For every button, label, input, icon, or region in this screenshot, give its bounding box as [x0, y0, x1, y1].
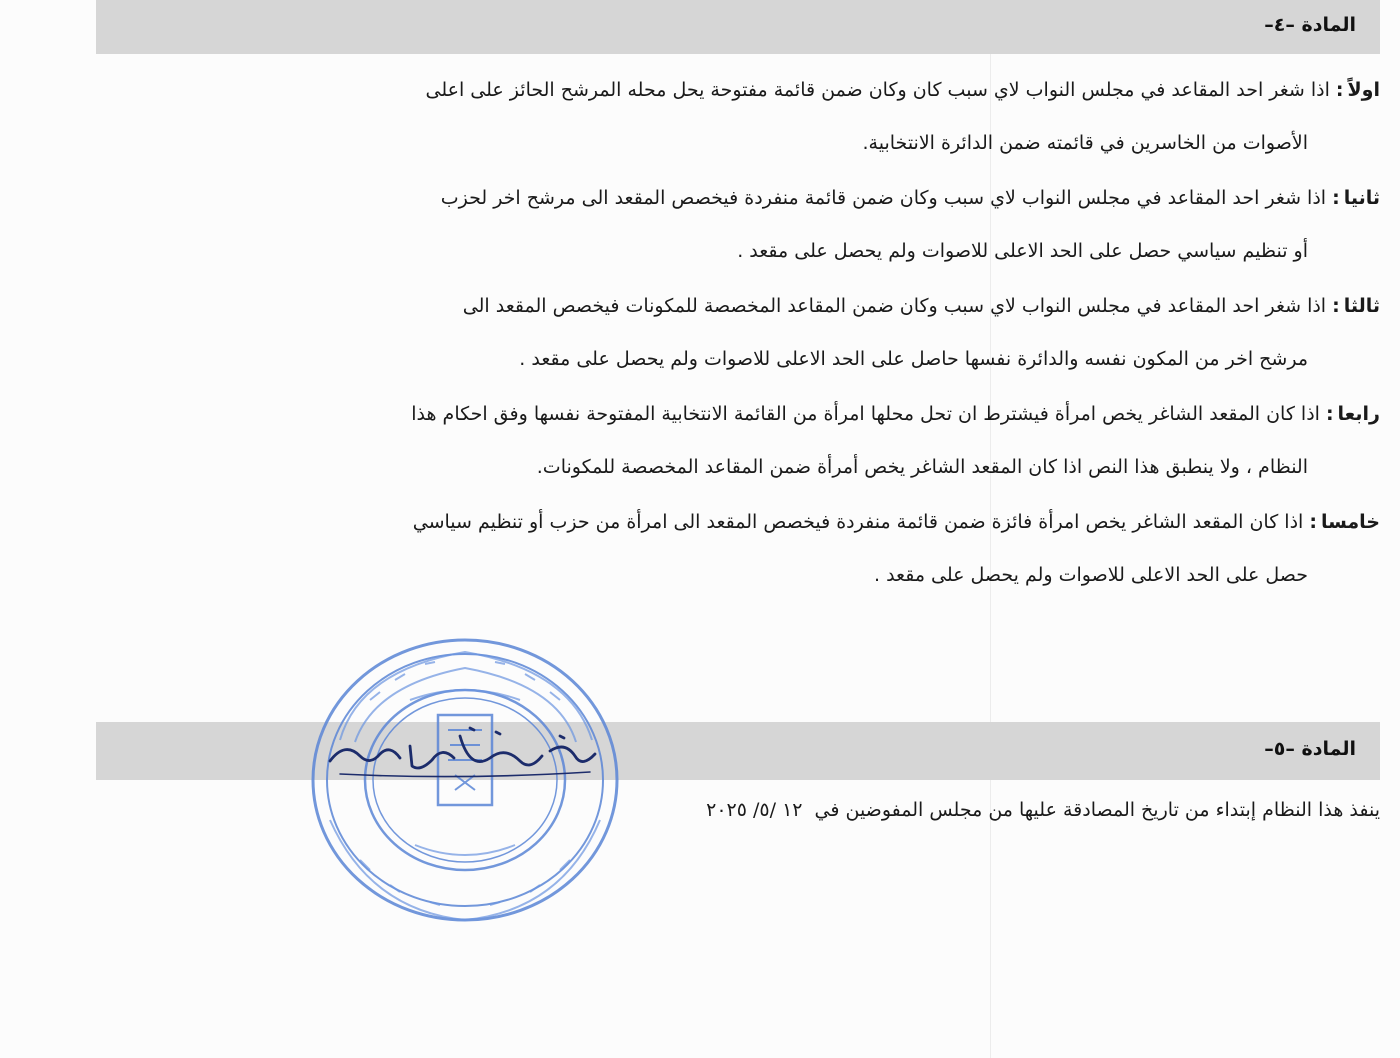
clause-3-line2: مرشح اخر من المكون نفسه والدائرة نفسها حاصل على الحد الاعلى للاصوات ولم يحصل على مقعد . [519, 348, 1308, 370]
clause-2-line2: أو تنظيم سياسي حصل على الحد الاعلى للاصوات ولم يحصل على مقعد . [737, 240, 1308, 262]
clause-separator: : [1332, 295, 1340, 317]
clause-separator: : [1309, 511, 1317, 533]
clause-separator: : [1335, 79, 1344, 101]
clause-separator: : [1332, 187, 1340, 209]
clause-2-line1: اذا شغر احد المقاعد في مجلس النواب لاي سبب وكان ضمن قائمة منفردة فيخصص المقعد الى مرشح اخر لحزب [440, 187, 1327, 209]
article-5-title: المادة –٥– [1264, 738, 1356, 760]
clause-1-line1: اذا شغر احد المقاعد في مجلس النواب لاي سبب كان وكان ضمن قائمة مفتوحة يحل محله المرشح الحائز على اعلى [425, 79, 1330, 101]
clause-separator: : [1325, 403, 1334, 425]
clause-1 [96, 64, 1380, 170]
clause-3-line1: اذا شغر احد المقاعد في مجلس النواب لاي سبب وكان ضمن المقاعد المخصصة للمكونات فيخصص المقعد الى [462, 295, 1327, 317]
clause-4-line1: اذا كان المقعد الشاغر يخص امرأة فيشترط ان تحل محلها امرأة من القائمة الانتخابية المفتوحة نفسها وفق احكام هذا [411, 403, 1320, 425]
article-4-clauses [96, 64, 1380, 604]
clause-4 [96, 388, 1380, 494]
clause-1-line2: الأصوات من الخاسرين في قائمته ضمن الدائرة الانتخابية. [862, 132, 1308, 154]
clause-4-line2: النظام ، ولا ينطبق هذا النص اذا كان المقعد الشاغر يخص أمرأة ضمن المقاعد المخصصة للمكونات. [536, 456, 1308, 478]
clause-3 [96, 280, 1380, 386]
clause-1-lead: اولاً [1347, 79, 1380, 101]
article-5-body [96, 788, 1380, 832]
clause-2 [96, 172, 1380, 278]
clause-5 [96, 496, 1380, 602]
clause-5-lead: خامسا [1320, 511, 1380, 533]
clause-5-line2: حصل على الحد الاعلى للاصوات ولم يحصل على مقعد . [873, 564, 1308, 586]
article-5-header [96, 722, 1380, 780]
article-5-text: ينفذ هذا النظام إبتداء من تاريخ المصادقة عليها من مجلس المفوضين في [814, 799, 1380, 821]
clause-3-lead: ثالثا [1343, 295, 1380, 317]
article-4-title: المادة –٤– [1264, 14, 1356, 36]
handwritten-signature-icon [320, 716, 610, 786]
clause-4-lead: رابعا [1337, 403, 1380, 425]
clause-2-lead: ثانيا [1343, 187, 1380, 209]
article-5-date: ١٢ /٥/ ٢٠٢٥ [706, 799, 803, 821]
article-4-header [96, 0, 1380, 54]
clause-5-line1: اذا كان المقعد الشاغر يخص امرأة فائزة ضمن قائمة منفردة فيخصص المقعد الى امرأة من حزب أو تنظيم سياسي [412, 511, 1304, 533]
